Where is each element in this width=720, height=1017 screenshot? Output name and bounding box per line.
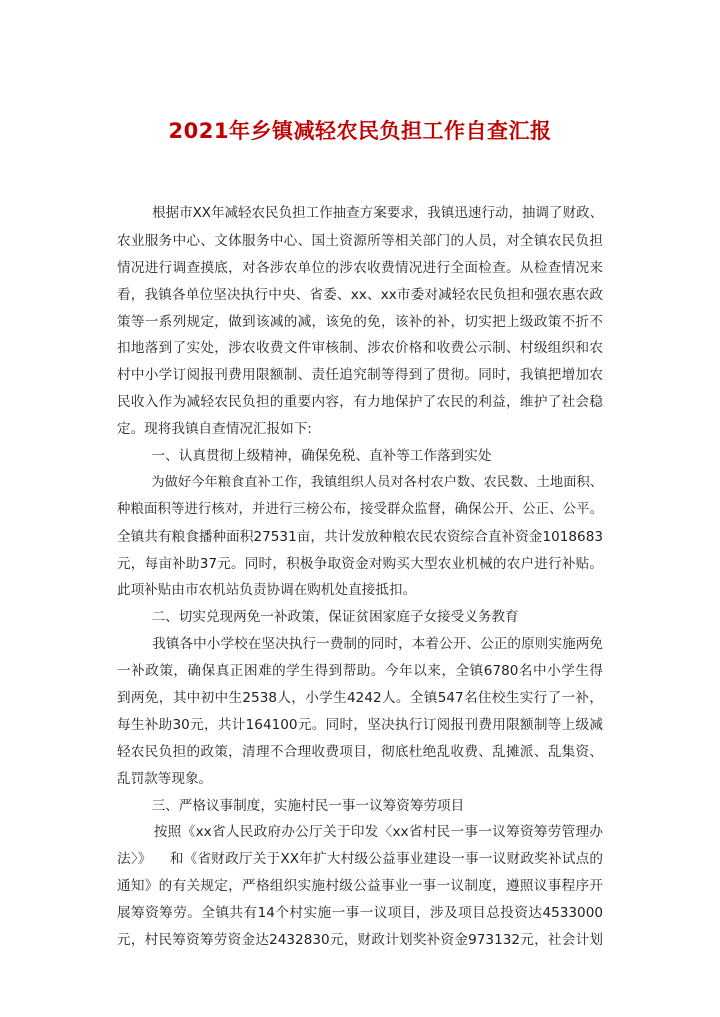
text-line: 情况进行调查摸底，对各涉农单位的涉农收费情况进行全面检查。从检查情况来 bbox=[117, 259, 603, 276]
text-line: 法〉》 和《省财政厅关于XX年扩大村级公益事业建设一事一议财政奖补试点的 bbox=[117, 851, 603, 868]
text-line: 每生补助30元，共计164100元。同时，坚决执行订阅报刊费用限额制等上级减 bbox=[117, 716, 603, 733]
text-line: 此项补贴由市农机站负责协调在购机处直接抵扣。 bbox=[117, 582, 417, 599]
text-line: 为做好今年粮食直补工作，我镇组织人员对各村农户数、农民数、土地面积、 bbox=[117, 474, 603, 490]
text-line: 全镇共有粮食播种面积27531亩，共计发放种粮农民农资综合直补资金1018683 bbox=[117, 528, 603, 545]
text-line: 按照《xx省人民政府办公厅关于印发〈xx省村民一事一议筹资筹劳管理办 bbox=[117, 824, 603, 841]
text-line: 展筹资筹劳。全镇共有14个村实施一事一议项目，涉及项目总投资达4533000 bbox=[117, 905, 603, 922]
text-line: 种粮面积等进行核对，并进行三榜公布，接受群众监督，确保公开、公正、公平。 bbox=[117, 501, 603, 517]
text-line: 根据市XX年减轻农民负担工作抽查方案要求，我镇迅速行动，抽调了财政、 bbox=[117, 206, 603, 221]
text-line: 看，我镇各单位坚决执行中央、省委、xx、xx市委对减轻农民负担和强农惠农政 bbox=[117, 286, 603, 303]
document-body bbox=[117, 201, 603, 954]
text-line: 乱罚款等现象。 bbox=[117, 770, 213, 787]
text-line: 我镇各中小学校在坚决执行一费制的同时，本着公开、公正的原则实施两免 bbox=[117, 636, 603, 653]
text-line: 轻农民负担的政策，清理不合理收费项目，彻底杜绝乱收费、乱摊派、乱集资、 bbox=[117, 743, 603, 760]
text-line: 定。现将我镇自查情况汇报如下: bbox=[117, 421, 312, 438]
text-line: 民收入作为减轻农民负担的重要内容，有力地保护了农民的利益，维护了社会稳 bbox=[117, 394, 603, 411]
text-line: 到两免，其中初中生2538人，小学生4242人。全镇547名住校生实行了一补， bbox=[117, 690, 603, 707]
text-line: 一、认真贯彻上级精神，确保免税、直补等工作落到实处 bbox=[117, 448, 492, 465]
text-line: 元，每亩补助37元。同时，积极争取资金对购买大型农业机械的农户进行补贴。 bbox=[117, 555, 603, 572]
text-line: 元，村民筹资筹劳资金达2432830元，财政计划奖补资金973132元，社会计划 bbox=[117, 932, 603, 949]
text-line: 农业服务中心、文体服务中心、国土资源所等相关部门的人员，对全镇农民负担 bbox=[117, 232, 603, 249]
text-line: 三、严格议事制度，实施村民一事一议筹资筹劳项目 bbox=[117, 797, 465, 814]
document-title: 2021年乡镇减轻农民负担工作自查汇报 bbox=[168, 119, 552, 143]
text-line: 二、切实兑现两免一补政策，保证贫困家庭子女接受义务教育 bbox=[117, 609, 519, 626]
text-line: 一补政策，确保真正困难的学生得到帮助。今年以来，全镇6780名中小学生得 bbox=[117, 663, 603, 680]
text-line: 扣地落到了实处，涉农收费文件审核制、涉农价格和收费公示制、村级组织和农 bbox=[117, 340, 603, 357]
text-line: 村中小学订阅报刊费用限额制、责任追究制等得到了贯彻。同时，我镇把增加农 bbox=[117, 367, 603, 384]
text-line: 通知》的有关规定，严格组织实施村级公益事业一事一议制度，遵照议事程序开 bbox=[117, 878, 603, 895]
text-line: 策等一系列规定，做到该减的减，该免的免，该补的补，切实把上级政策不折不 bbox=[117, 313, 603, 330]
